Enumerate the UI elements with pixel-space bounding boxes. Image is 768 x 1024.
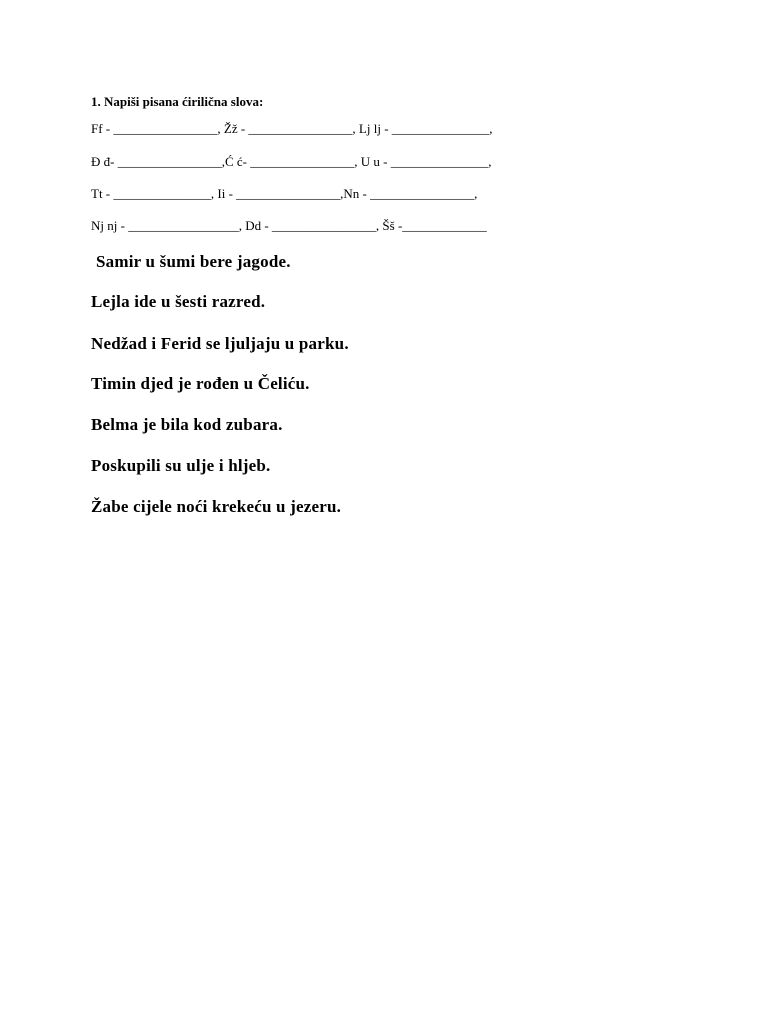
sentence: Poskupili su ulje i hljeb. (91, 456, 271, 475)
exercise-heading: 1. Napiši pisana ćirilična slova: (91, 94, 264, 109)
exercise-row: Tt - _______________, Ii - ________________,Nn - ________________, (91, 186, 478, 201)
exercise-row: Đ đ- ________________,Ć ć- ________________, U u - _______________, (91, 154, 492, 169)
sentence: Timin djed je rođen u Čeliću. (91, 374, 310, 393)
sentence: Lejla ide u šesti razred. (91, 292, 266, 311)
sentence: Žabe cijele noći krekeću u jezeru. (91, 497, 342, 516)
exercise-row: Ff - ________________, Žž - ________________, Lj lj - _______________, (91, 121, 493, 136)
sentence: Samir u šumi bere jagode. (96, 252, 291, 271)
sentence: Nedžad i Ferid se ljuljaju u parku. (91, 334, 349, 353)
exercise-row: Nj nj - _________________, Dd - ________________, Šš -_____________ (91, 218, 487, 233)
sentence: Belma je bila kod zubara. (91, 415, 283, 434)
